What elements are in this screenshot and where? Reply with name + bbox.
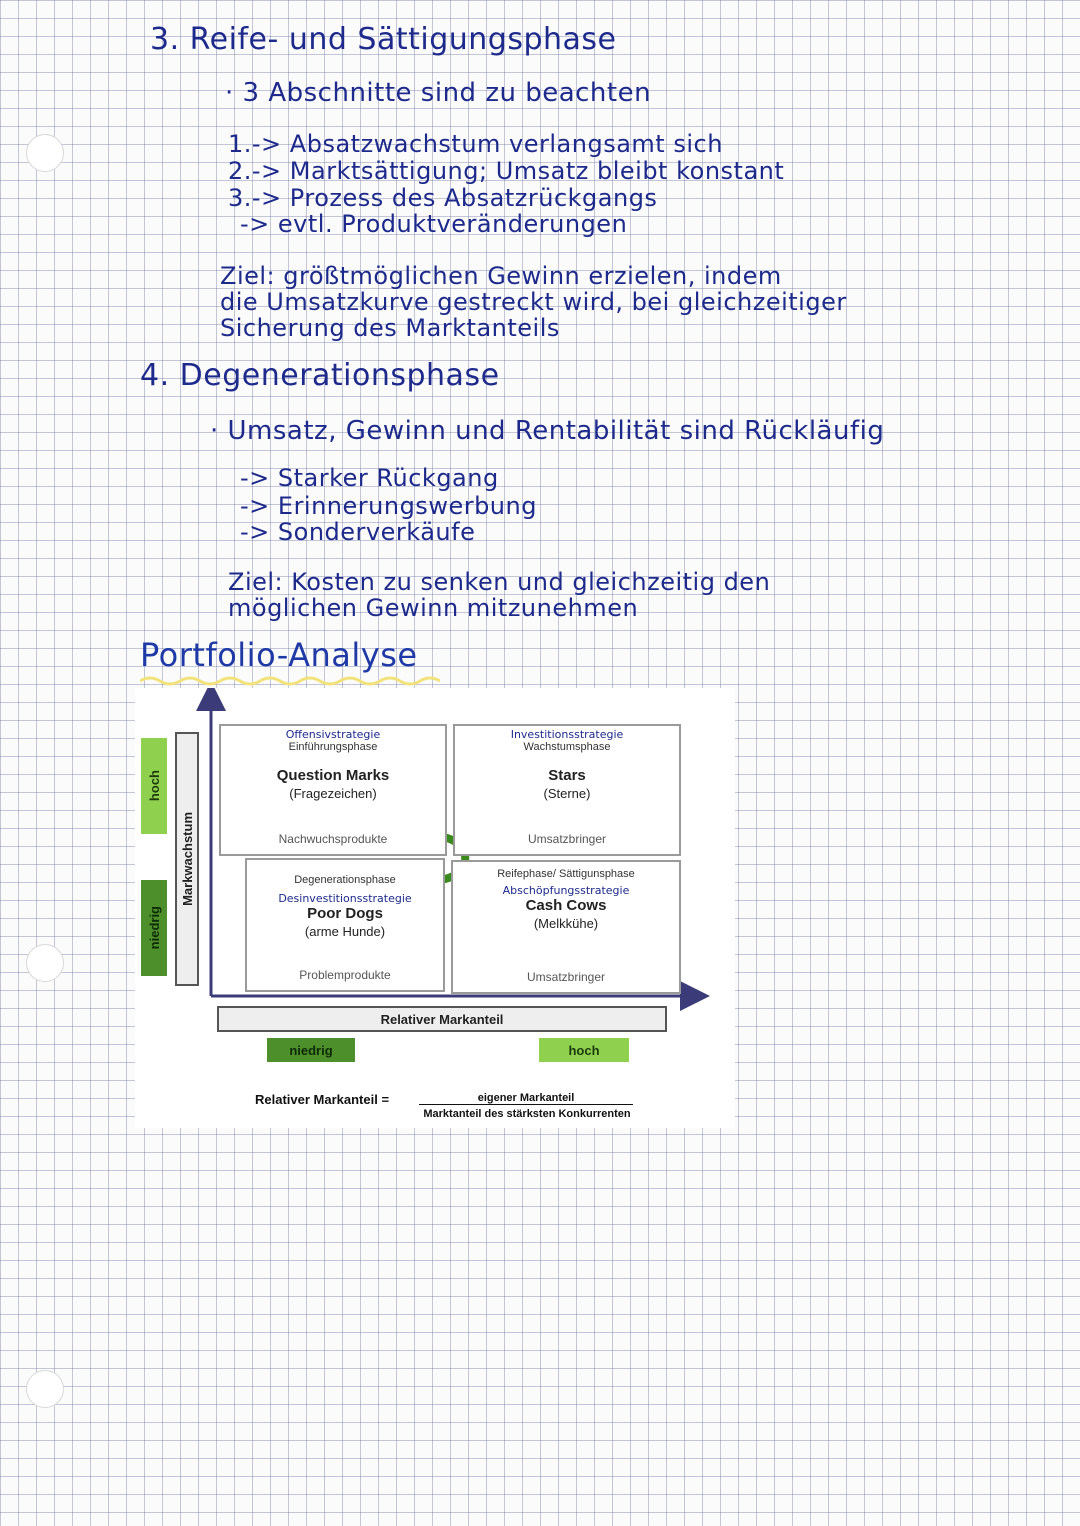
y-hoch-label: hoch bbox=[141, 738, 167, 834]
quadrant-title: Stars bbox=[548, 767, 586, 784]
phase-label: Einführungsphase bbox=[288, 741, 378, 753]
highlight-underline bbox=[140, 675, 440, 687]
section4-ziel-line-2: möglichen Gewinn mitzunehmen bbox=[228, 594, 639, 622]
quadrant-subtitle: (arme Hunde) bbox=[304, 924, 386, 939]
phase-label: Degenerationsphase bbox=[294, 874, 396, 886]
section4-heading: 4. Degenerationsphase bbox=[140, 358, 500, 393]
section3-item-3: 3.-> Prozess des Absatzrückgangs bbox=[228, 184, 658, 212]
section3-item-4: -> evtl. Produktveränderungen bbox=[240, 210, 628, 238]
section3-ziel-line-1: Ziel: größtmöglichen Gewinn erzielen, indem bbox=[220, 262, 782, 290]
portfolio-title: Portfolio-Analyse bbox=[140, 636, 418, 674]
phase-label: Reifephase/ Sättigunsphase bbox=[497, 868, 635, 880]
section3-bullet: · 3 Abschnitte sind zu beachten bbox=[225, 78, 652, 108]
quadrant-question-marks bbox=[219, 724, 447, 856]
product-type: Umsatzbringer bbox=[527, 832, 607, 846]
section3-ziel-line-3: Sicherung des Marktanteils bbox=[220, 314, 560, 342]
phase-label: Wachstumsphase bbox=[523, 741, 611, 753]
formula-label: Relativer Markanteil = bbox=[255, 1092, 390, 1107]
x-niedrig-label: niedrig bbox=[267, 1038, 355, 1062]
punch-hole bbox=[26, 134, 64, 172]
portfolio-matrix bbox=[135, 688, 735, 1128]
quadrant-poor-dogs bbox=[245, 858, 445, 992]
strategy-annotation: Investitionsstrategie bbox=[510, 728, 624, 741]
section4-ziel-line-1: Ziel: Kosten zu senken und gleichzeitig den bbox=[228, 568, 771, 596]
quadrant-subtitle: (Melkkühe) bbox=[533, 916, 599, 931]
section4-item-1: -> Starker Rückgang bbox=[240, 464, 499, 492]
product-type: Umsatzbringer bbox=[526, 970, 606, 984]
quadrant-subtitle: (Sterne) bbox=[543, 786, 591, 801]
section3-heading: 3. Reife- und Sättigungsphase bbox=[150, 22, 617, 57]
section3-ziel-line-2: die Umsatzkurve gestreckt wird, bei gleichzeitiger bbox=[220, 288, 847, 316]
x-axis-label: Relativer Markanteil bbox=[217, 1006, 667, 1032]
quadrant-title: Cash Cows bbox=[525, 897, 607, 914]
product-type: Problemprodukte bbox=[299, 968, 391, 982]
section3-item-2: 2.-> Marktsättigung; Umsatz bleibt konstant bbox=[228, 157, 785, 185]
punch-hole bbox=[26, 1370, 64, 1408]
formula-denominator: Marktanteil des stärksten Konkurrenten bbox=[423, 1108, 631, 1120]
formula-numerator: eigener Markanteil bbox=[419, 1092, 633, 1105]
quadrant-cash-cows bbox=[451, 860, 681, 994]
section3-item-1: 1.-> Absatzwachstum verlangsamt sich bbox=[228, 130, 723, 158]
punch-hole bbox=[26, 944, 64, 982]
x-hoch-label: hoch bbox=[539, 1038, 629, 1062]
section4-bullet: · Umsatz, Gewinn und Rentabilität sind Rückläufig bbox=[210, 416, 885, 446]
quadrant-title: Poor Dogs bbox=[307, 905, 383, 922]
strategy-annotation: Desinvestitionsstrategie bbox=[278, 892, 412, 905]
strategy-annotation: Offensivstrategie bbox=[285, 728, 381, 741]
y-niedrig-label: niedrig bbox=[141, 880, 167, 976]
y-axis-label: Markwachstum bbox=[175, 732, 199, 986]
section4-item-3: -> Sonderverkäufe bbox=[240, 518, 476, 546]
quadrant-stars bbox=[453, 724, 681, 856]
quadrant-title: Question Marks bbox=[276, 767, 390, 784]
product-type: Nachwuchsprodukte bbox=[278, 832, 388, 846]
strategy-annotation: Abschöpfungsstrategie bbox=[502, 884, 630, 897]
section4-item-2: -> Erinnerungswerbung bbox=[240, 492, 537, 520]
quadrant-subtitle: (Fragezeichen) bbox=[289, 786, 377, 801]
